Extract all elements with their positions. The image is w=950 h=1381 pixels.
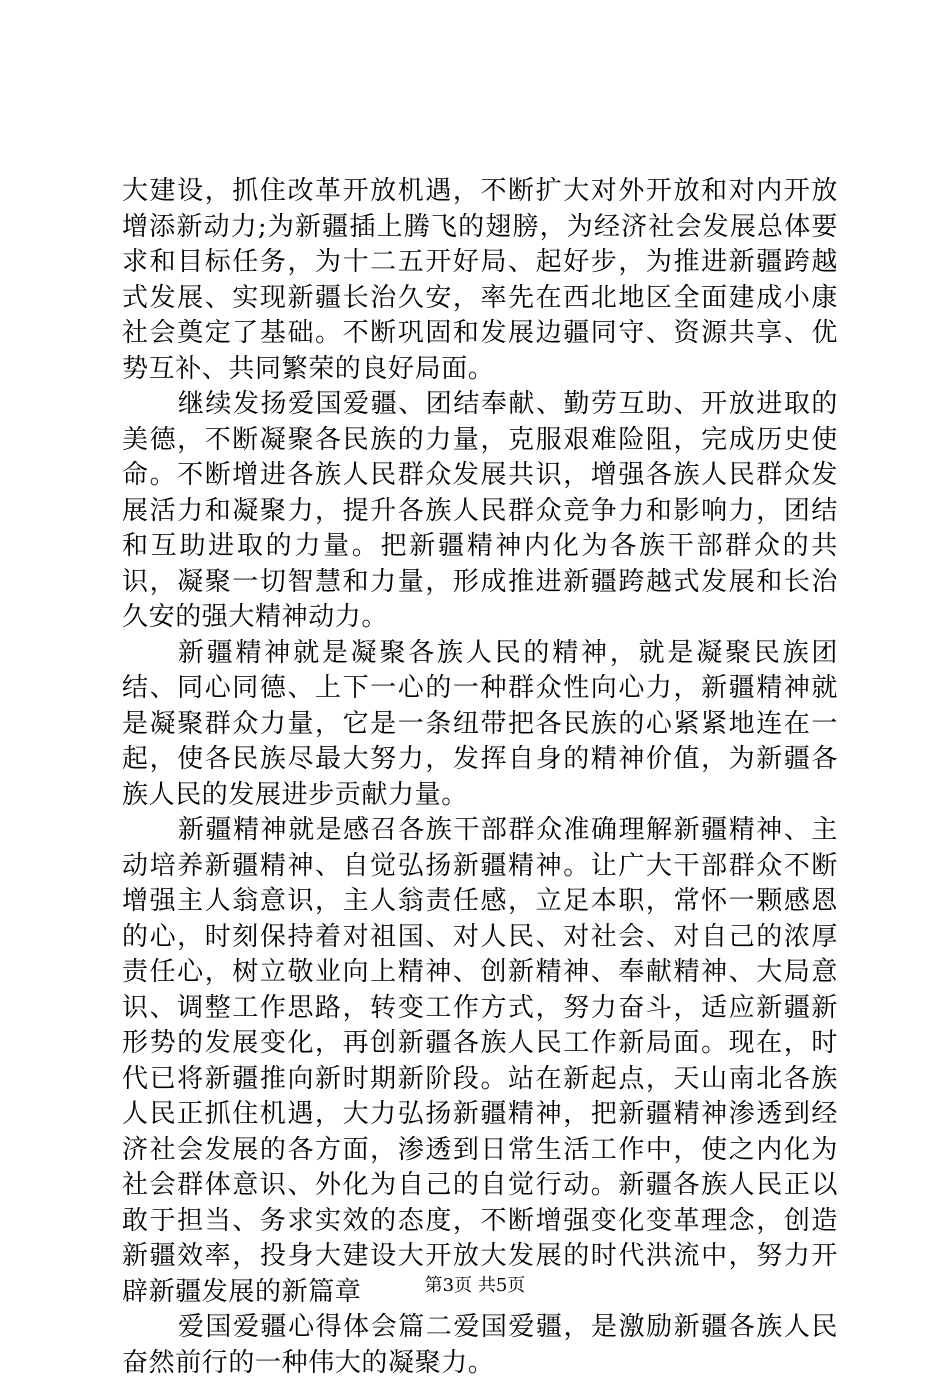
paragraph-5: 爱国爱疆心得体会篇二爱国爱疆，是激励新疆各族人民奋然前行的一种伟大的凝聚力。	[122, 1312, 838, 1378]
paragraph-4: 新疆精神就是感召各族干部群众准确理解新疆精神、主动培养新疆精神、自觉弘扬新疆精神。让广大干部群众不断增强主人翁意识，主人翁责任感，立足本职，常怀一颗感恩的心，时刻保持着对祖国、对人民、对社会、对自己的浓厚责任心，树立敬业向上精神、创新精神、奉献精神、大局意识、调整工作思路，转变工作方式，努力奋斗，适应新疆新形势的发展变化，再创新疆各族人民工作新局面。现在，时代已将新疆推向新时期新阶段。站在新起点，天山南北各族人民正抓住机遇，大力弘扬新疆精神，把新疆精神渗透到经济社会发展的各方面，渗透到日常生活工作中，使之内化为社会群体意识、外化为自己的自觉行动。新疆各族人民正以敢于担当、务求实效的态度，不断增强变化变革理念，创造新疆效率，投身大建设大开放大发展的时代洪流中，努力开辟新疆发展的新篇章	[122, 815, 838, 1307]
paragraph-1: 大建设，抓住改革开放机遇，不断扩大对外开放和对内开放增添新动力;为新疆插上腾飞的翅膀，为经济社会发展总体要求和目标任务，为十二五开好局、起好步，为推进新疆跨越式发展、实现新疆长治久安，率先在西北地区全面建成小康社会奠定了基础。不断巩固和发展边疆同守、资源共享、优势互补、共同繁荣的良好局面。	[122, 176, 838, 384]
paragraph-2: 继续发扬爱国爱疆、团结奉献、勤劳互助、开放进取的美德，不断凝聚各民族的力量，克服艰难险阻，完成历史使命。不断增进各族人民群众发展共识，增强各族人民群众发展活力和凝聚力，提升各族人民群众竞争力和影响力，团结和互助进取的力量。把新疆精神内化为各族干部群众的共识，凝聚一切智慧和力量，形成推进新疆跨越式发展和长治久安的强大精神动力。	[122, 389, 838, 632]
page-number-footer: 第3页 共5页	[424, 1275, 526, 1296]
paragraph-3: 新疆精神就是凝聚各族人民的精神，就是凝聚民族团结、同心同德、上下一心的一种群众性向心力，新疆精神就是凝聚群众力量，它是一条纽带把各民族的心紧紧地连在一起，使各民族尽最大努力，发挥自身的精神价值，为新疆各族人民的发展进步贡献力量。	[122, 637, 838, 810]
document-body	[122, 174, 838, 1381]
